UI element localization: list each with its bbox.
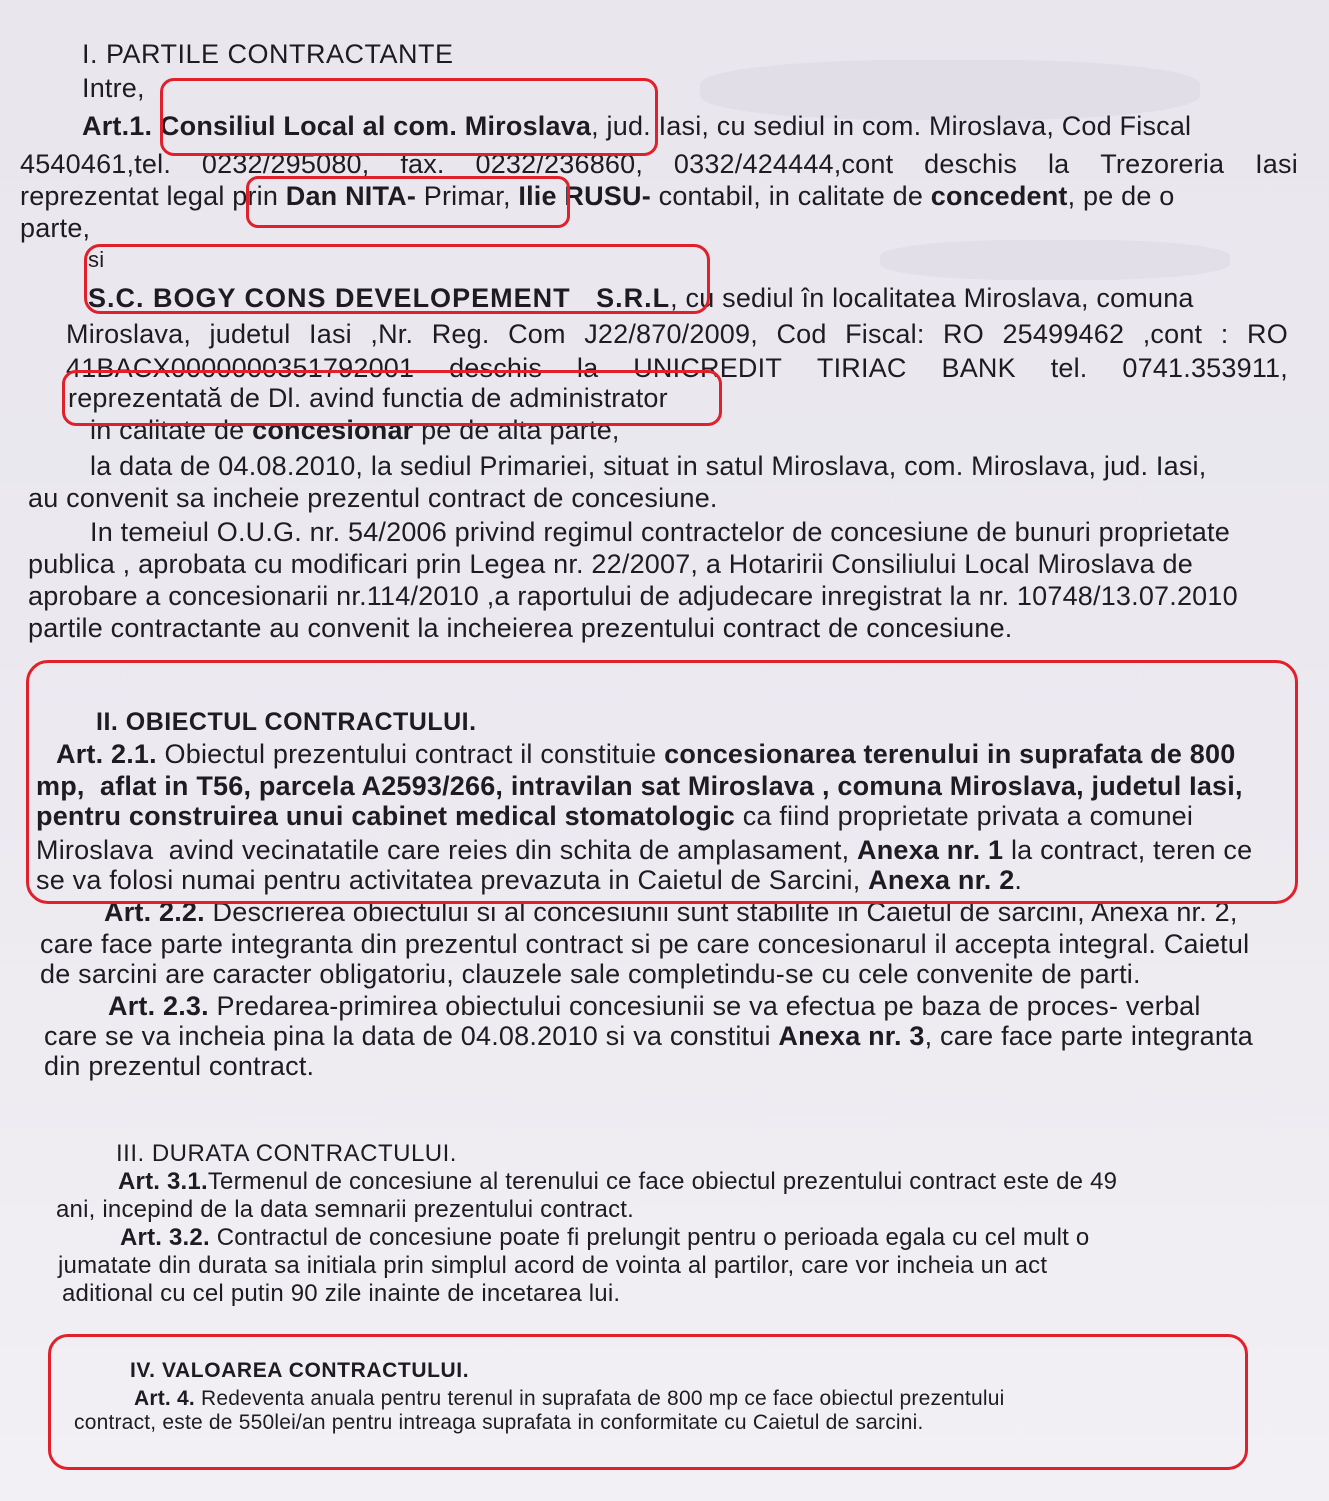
art22-line1-rest: Descrierea obiectului si al concesiunii sunt stabilite in Caietul de sarcini, Anexa nr. 2, bbox=[212, 897, 1238, 927]
art23-line3: din prezentul contract. bbox=[44, 1051, 315, 1081]
art1-line2-word: 0232/236860, bbox=[475, 149, 644, 179]
legal-paragraph-line1: In temeiul O.U.G. nr. 54/2006 privind regimul contractelor de concesiune de bunuri proprietate bbox=[90, 517, 1230, 547]
company-line2-word: ,cont bbox=[1142, 319, 1203, 349]
company-line3-word: TIRIAC bbox=[816, 353, 907, 383]
company-line3-word: BANK bbox=[941, 353, 1016, 383]
art1-line2-word: 0332/424444,cont bbox=[673, 149, 894, 179]
highlight-contract-object bbox=[26, 660, 1298, 904]
company-line2-word: Com bbox=[508, 319, 566, 349]
accountant-role: contabil, in calitate de bbox=[658, 181, 924, 211]
section-3-heading: III. DURATA CONTRACTULUI. bbox=[116, 1140, 457, 1167]
company-representative: reprezentată de Dl. avind functia de administrator bbox=[68, 383, 668, 413]
company-line2-word: RO bbox=[1247, 319, 1288, 349]
company-line2-word: judetul bbox=[209, 319, 291, 349]
company-line2-word: J22/870/2009, bbox=[584, 319, 758, 349]
company-line2-word: RO bbox=[943, 319, 984, 349]
art22-label: Art. 2.2. bbox=[104, 897, 205, 927]
art4-line2: contract, este de 550lei/an pentru intreaga suprafata in conformitate cu Caietul de sarcini. bbox=[74, 1411, 924, 1434]
art32-line3: aditional cu cel putin 90 zile inainte de incetarea lui. bbox=[62, 1280, 621, 1307]
art21-line4-pre: Miroslava avind vecinatatile care reies din schita de amplasament, bbox=[36, 835, 850, 865]
art4-label: Art. 4. bbox=[134, 1387, 195, 1410]
art21-line3-rest: ca fiind proprietate privata a comunei bbox=[742, 801, 1194, 831]
art23-line2 bbox=[44, 1020, 1253, 1052]
company-line3-word: deschis bbox=[449, 353, 543, 383]
concesionar-label: concesionar bbox=[252, 415, 414, 445]
company-line2-word: ,Nr. bbox=[370, 319, 414, 349]
represented-label: reprezentat legal bbox=[20, 181, 225, 211]
art21-line3-bold: pentru construirea unui cabinet medical stomatologic bbox=[36, 801, 736, 831]
art32-line1 bbox=[120, 1224, 1089, 1252]
legal-paragraph-line4: partile contractante au convenit la incheierea prezentului contract de concesiune. bbox=[28, 613, 1013, 643]
art23-line1-rest: Predarea-primirea obiectului concesiunii se va efectua pe baza de proces- verbal bbox=[216, 991, 1201, 1021]
highlight-mayor-name bbox=[246, 176, 570, 228]
si-word: si bbox=[88, 247, 105, 272]
company-line3-word: la bbox=[576, 353, 599, 383]
art1-line3-end: , pe de o bbox=[1067, 181, 1175, 211]
concedent-label: concedent bbox=[930, 181, 1068, 211]
art31-label: Art. 3.1. bbox=[118, 1168, 208, 1195]
art32-label: Art. 3.2. bbox=[120, 1224, 210, 1251]
art31-line1 bbox=[118, 1168, 1117, 1196]
highlight-company-name bbox=[84, 244, 710, 314]
highlight-representative bbox=[62, 370, 722, 426]
art32-line1-rest: Contractul de concesiune poate fi prelungit pentru o perioada egala cu cel mult o bbox=[216, 1224, 1090, 1251]
company-line2-word: Cod bbox=[776, 319, 827, 349]
art1-line2-word: Trezoreria bbox=[1100, 149, 1225, 179]
art32-line2: jumatate din durata sa initiala prin simplul acord de vointa al partilor, care vor incheia un act bbox=[58, 1252, 1048, 1279]
art1-line2-word: la bbox=[1047, 149, 1070, 179]
art1-line4: parte, bbox=[20, 213, 91, 243]
annex3-label: Anexa nr. 3 bbox=[778, 1021, 925, 1051]
company-line2-word: 25499462 bbox=[1002, 319, 1125, 349]
art1-label: Art.1. bbox=[82, 111, 153, 141]
art23-line1 bbox=[108, 990, 1201, 1022]
mayor-name: Dan NITA- bbox=[285, 181, 417, 211]
art23-line2-pre: care se va incheia pina la data de 04.08.2010 si va constitui bbox=[44, 1021, 771, 1051]
company-name: S.C. BOGY CONS DEVELOPEMENT S.R.L bbox=[88, 283, 671, 313]
section-4-heading: IV. VALOAREA CONTRACTULUI. bbox=[130, 1359, 470, 1382]
legal-paragraph-line3: aprobare a concesionarii nr.114/2010 ,a raportului de adjudecare inregistrat la nr. 10748/13.07.2010 bbox=[28, 581, 1238, 611]
art21-line4-rest: la contract, teren ce bbox=[1010, 835, 1253, 865]
art31-line2: ani, incepind de la data semnarii prezentului contract. bbox=[56, 1196, 634, 1223]
art1-line3 bbox=[20, 180, 1175, 212]
art31-line1-rest: Termenul de concesiune al terenului ce face obiectul prezentului contract este de 49 bbox=[207, 1168, 1118, 1195]
art1-line2-word: Iasi bbox=[1255, 149, 1298, 179]
accountant-name: Ilie RUSU- bbox=[518, 181, 651, 211]
prin-word: prin bbox=[232, 181, 279, 211]
company-line2-word: Reg. bbox=[431, 319, 490, 349]
company-line3-word: 41BACX0000000351792001 bbox=[66, 353, 415, 383]
in-quality-label: in calitate de bbox=[90, 415, 245, 445]
art21-line2: mp, aflat in T56, parcela A2593/266, intravilan sat Miroslava , comuna Miroslava, judetul Iasi, bbox=[36, 771, 1243, 801]
art1-line2-word: fax. bbox=[400, 149, 445, 179]
art4-line1-rest: Redeventa anuala pentru terenul in suprafata de 800 mp ce face obiectul prezentului bbox=[200, 1387, 1005, 1410]
art1-line2-word: deschis bbox=[924, 149, 1018, 179]
section-2-heading: II. OBIECTUL CONTRACTULUI. bbox=[96, 708, 477, 736]
art21-line5-pre: se va folosi numai pentru activitatea prevazuta in Caietul de Sarcini, bbox=[36, 865, 861, 895]
art1-line2-word: 0232/295080, bbox=[201, 149, 370, 179]
art23-line2-rest: , care face parte integranta bbox=[924, 1021, 1253, 1051]
company-line2 bbox=[66, 318, 1288, 350]
mayor-role: Primar, bbox=[423, 181, 511, 211]
company-line2-word: Miroslava, bbox=[66, 319, 192, 349]
company-line2-word: Iasi bbox=[309, 319, 352, 349]
highlight-contract-value bbox=[48, 1334, 1248, 1470]
annex1-label: Anexa nr. 1 bbox=[857, 835, 1004, 865]
annex2-label: Anexa nr. 2 bbox=[868, 865, 1015, 895]
intro-text: Intre, bbox=[82, 73, 145, 103]
company-line2-word: : bbox=[1220, 319, 1229, 349]
legal-paragraph-line2: publica , aprobata cu modificari prin Legea nr. 22/2007, a Hotaririi Consiliului Local Miroslava de bbox=[28, 549, 1193, 579]
date-paragraph-line2: au convenit sa incheie prezentul contract de concesiune. bbox=[28, 483, 718, 513]
art21-line1-bold: concesionarea terenului in suprafata de 800 bbox=[664, 739, 1236, 769]
art21-line5-end: . bbox=[1014, 865, 1023, 895]
art1-line2-word: 4540461,tel. bbox=[20, 149, 172, 179]
company-line3-word: tel. bbox=[1050, 353, 1088, 383]
art22-line2: care face parte integranta din prezentul contract si pe care concesionarul il accepta integral. Caietul bbox=[40, 929, 1250, 959]
company-line1-rest: , cu sediul în localitatea Miroslava, comuna bbox=[670, 283, 1194, 313]
party1-name: Consiliul Local al com. Miroslava bbox=[159, 111, 592, 141]
company-line2-word: Fiscal: bbox=[845, 319, 925, 349]
company-line5-end: pe de alta parte, bbox=[421, 415, 620, 445]
highlight-council-name bbox=[160, 78, 658, 156]
art21-line1-pre: Obiectul prezentului contract il constituie bbox=[164, 739, 657, 769]
date-paragraph-line1: la data de 04.08.2010, la sediul Primariei, situat in satul Miroslava, com. Miroslava, jud. Iasi, bbox=[90, 451, 1207, 481]
art22-line3: de sarcini are caracter obligatoriu, clauzele sale completindu-se cu cele convenite de parti. bbox=[40, 959, 1141, 989]
company-line3-word: 0741.353911, bbox=[1122, 353, 1288, 383]
art21-label: Art. 2.1. bbox=[56, 739, 157, 769]
art1-line1-rest: , jud. Iasi, cu sediul in com. Miroslava, Cod Fiscal bbox=[591, 111, 1192, 141]
section-1-heading: I. PARTILE CONTRACTANTE bbox=[82, 39, 454, 69]
art23-label: Art. 2.3. bbox=[108, 991, 209, 1021]
company-line3-word: UNICREDIT bbox=[633, 353, 783, 383]
